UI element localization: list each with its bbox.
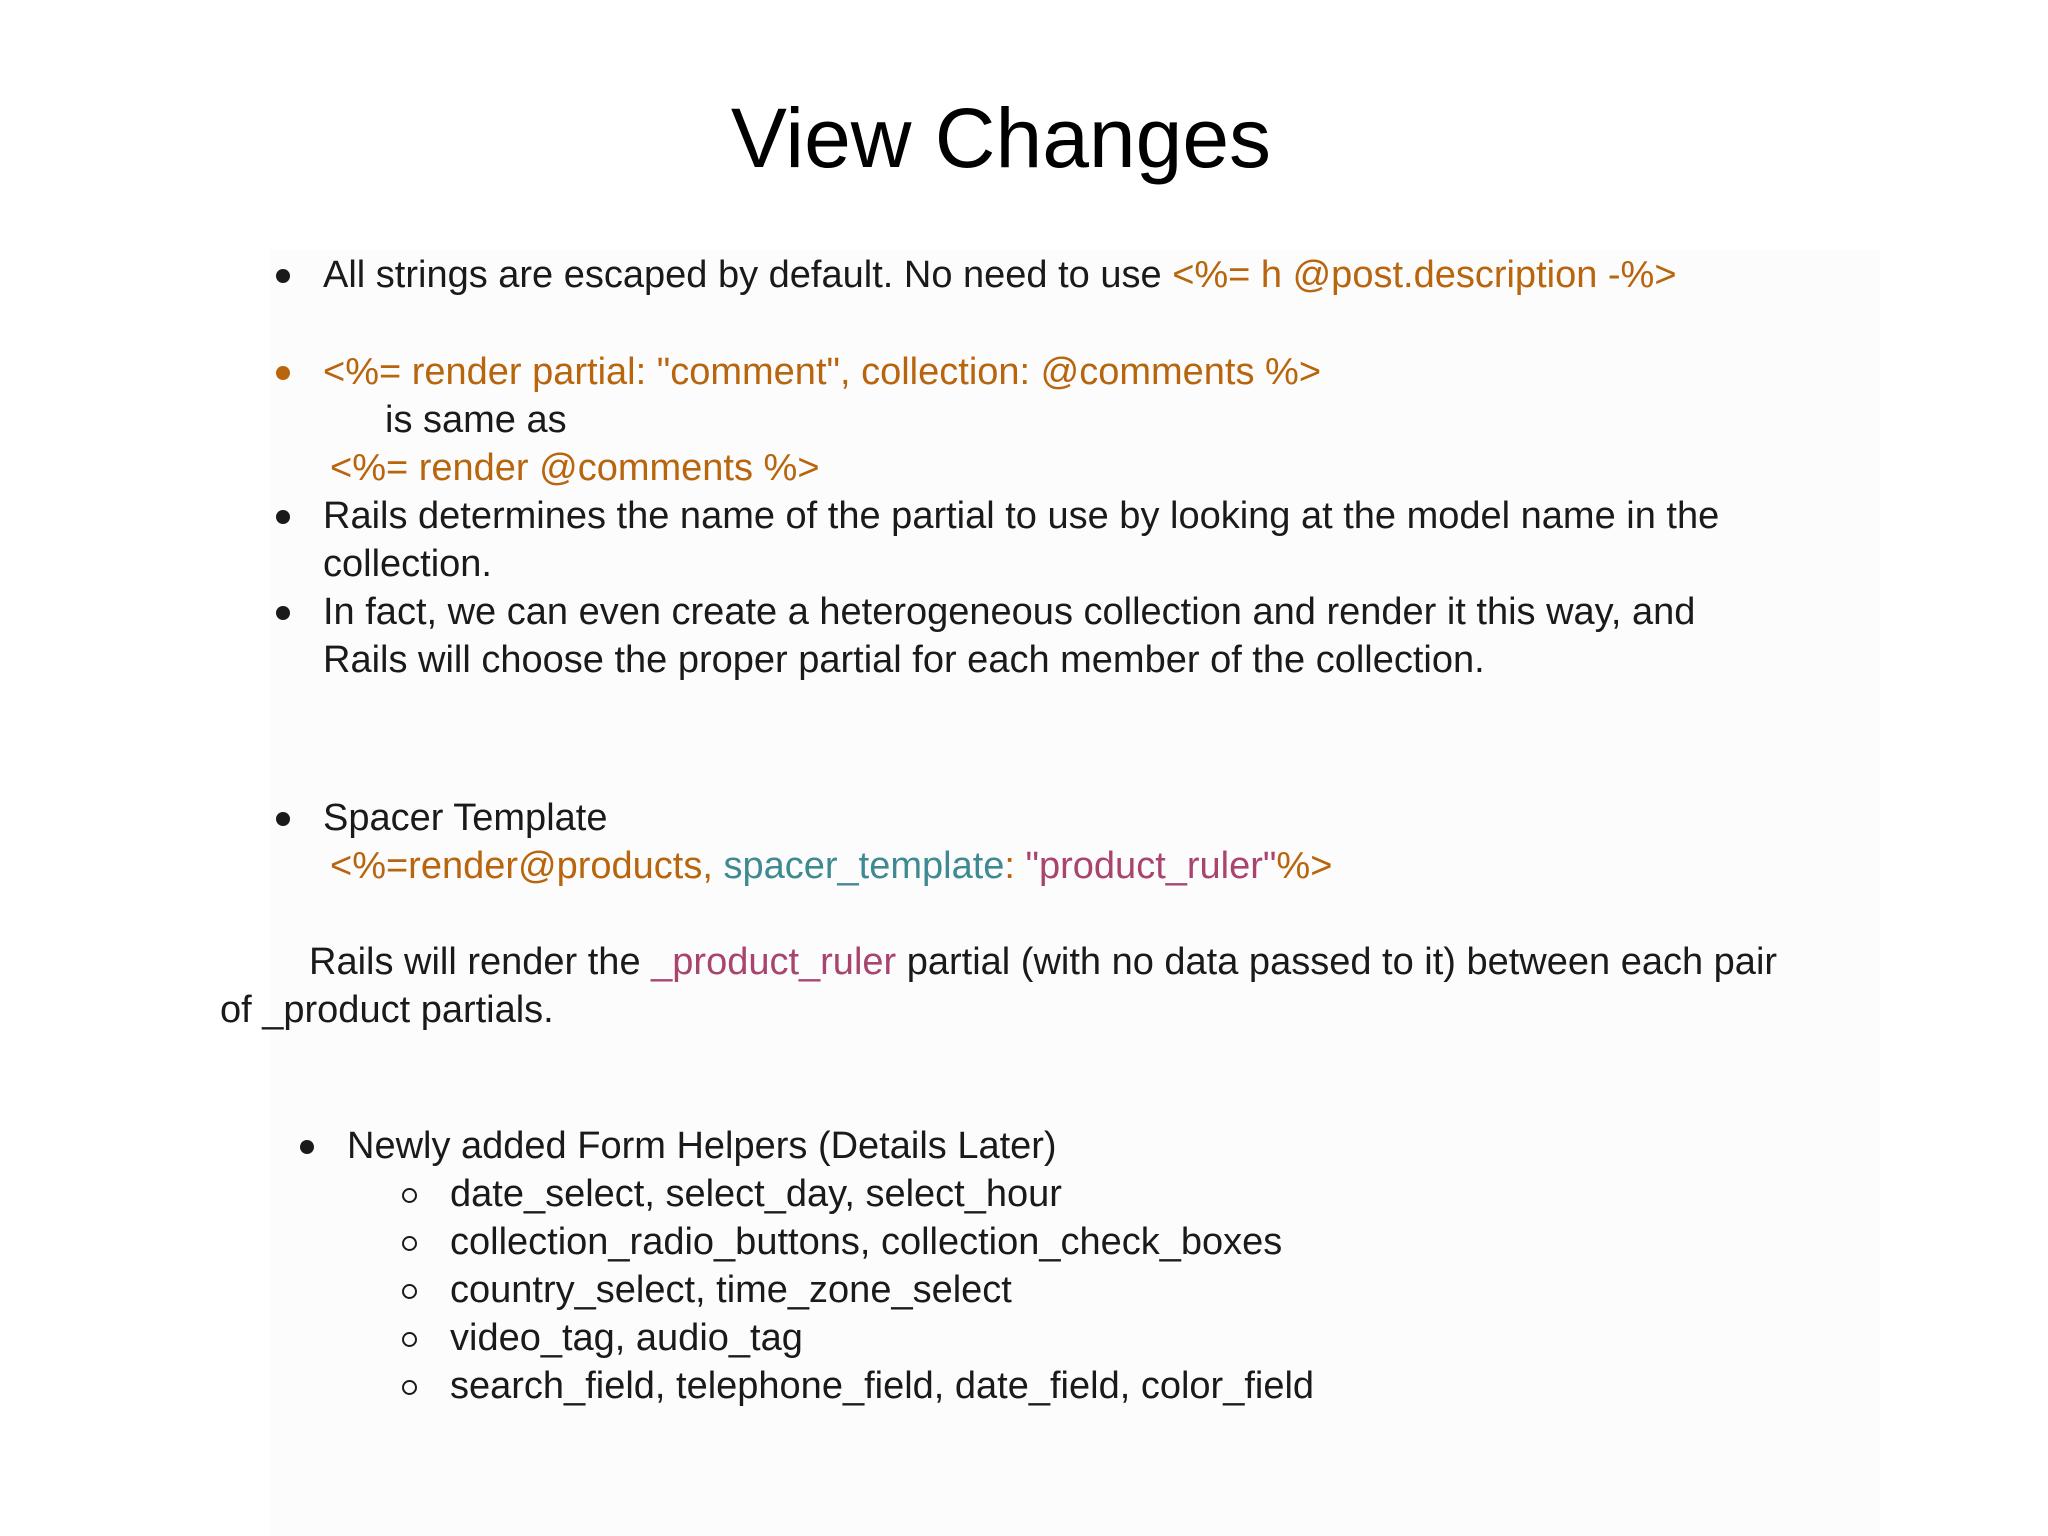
subitem-4-marker [402, 1332, 417, 1347]
paragraph-text1: Rails will render the [309, 941, 652, 983]
bullet-3-line1: Rails determines the name of the partial to use by looking at the model name in the [323, 495, 1720, 537]
slide-title: View Changes [730, 91, 1272, 185]
subitem-2: collection_radio_buttons, collection_check_boxes [450, 1221, 1283, 1263]
bullet-1-marker [276, 269, 290, 283]
bullet-2-marker [276, 366, 290, 380]
spacer-code-part2: spacer_template [723, 845, 1005, 887]
spacer-code-part3: : [1004, 845, 1026, 887]
paragraph-line2: of _product partials. [220, 989, 554, 1031]
subitem-5: search_field, telephone_field, date_field, color_field [450, 1365, 1315, 1407]
bullet-2-code2: <%= render @comments %> [330, 447, 820, 489]
spacer-code-part1: <%=render@products, [330, 845, 724, 887]
spacer-code-part4: "product_ruler" [1025, 845, 1277, 887]
bullet-5-marker [276, 812, 290, 826]
subitem-4: video_tag, audio_tag [450, 1317, 803, 1359]
subitem-1: date_select, select_day, select_hour [450, 1173, 1062, 1215]
bullet-4-line2: Rails will choose the proper partial for each member of the collection. [323, 639, 1485, 681]
bullet-4-marker [276, 606, 290, 620]
spacer-code-part5: %> [1276, 845, 1333, 887]
bullet-1-plain: All strings are escaped by default. No need to use [323, 254, 1173, 296]
subitem-1-marker [402, 1188, 417, 1203]
paragraph-highlight: _product_ruler [651, 941, 897, 983]
paragraph-text2: partial (with no data passed to it) between each pair [896, 941, 1778, 983]
bullet-1-text [323, 252, 1677, 298]
bullet-2-code: <%= render partial: "comment", collection: @comments %> [323, 351, 1322, 393]
subitem-5-marker [402, 1380, 417, 1395]
bullet-3-line2: collection. [323, 543, 492, 585]
bullet-2-middle: is same as [385, 399, 567, 441]
bullet-6-label: Newly added Form Helpers (Details Later) [347, 1125, 1057, 1167]
subitem-2-marker [402, 1236, 417, 1251]
bullet-4-line1: In fact, we can even create a heterogeneous collection and render it this way, and [323, 591, 1696, 633]
bullet-5-code [330, 843, 1332, 889]
bullet-6-marker [300, 1140, 314, 1154]
bullet-3-marker [276, 510, 290, 524]
bullet-5-label: Spacer Template [323, 797, 608, 839]
subitem-3-marker [402, 1284, 417, 1299]
subitem-3: country_select, time_zone_select [450, 1269, 1012, 1311]
bullet-1-code: <%= h @post.description -%> [1172, 254, 1677, 296]
paragraph-line1 [309, 939, 1777, 985]
